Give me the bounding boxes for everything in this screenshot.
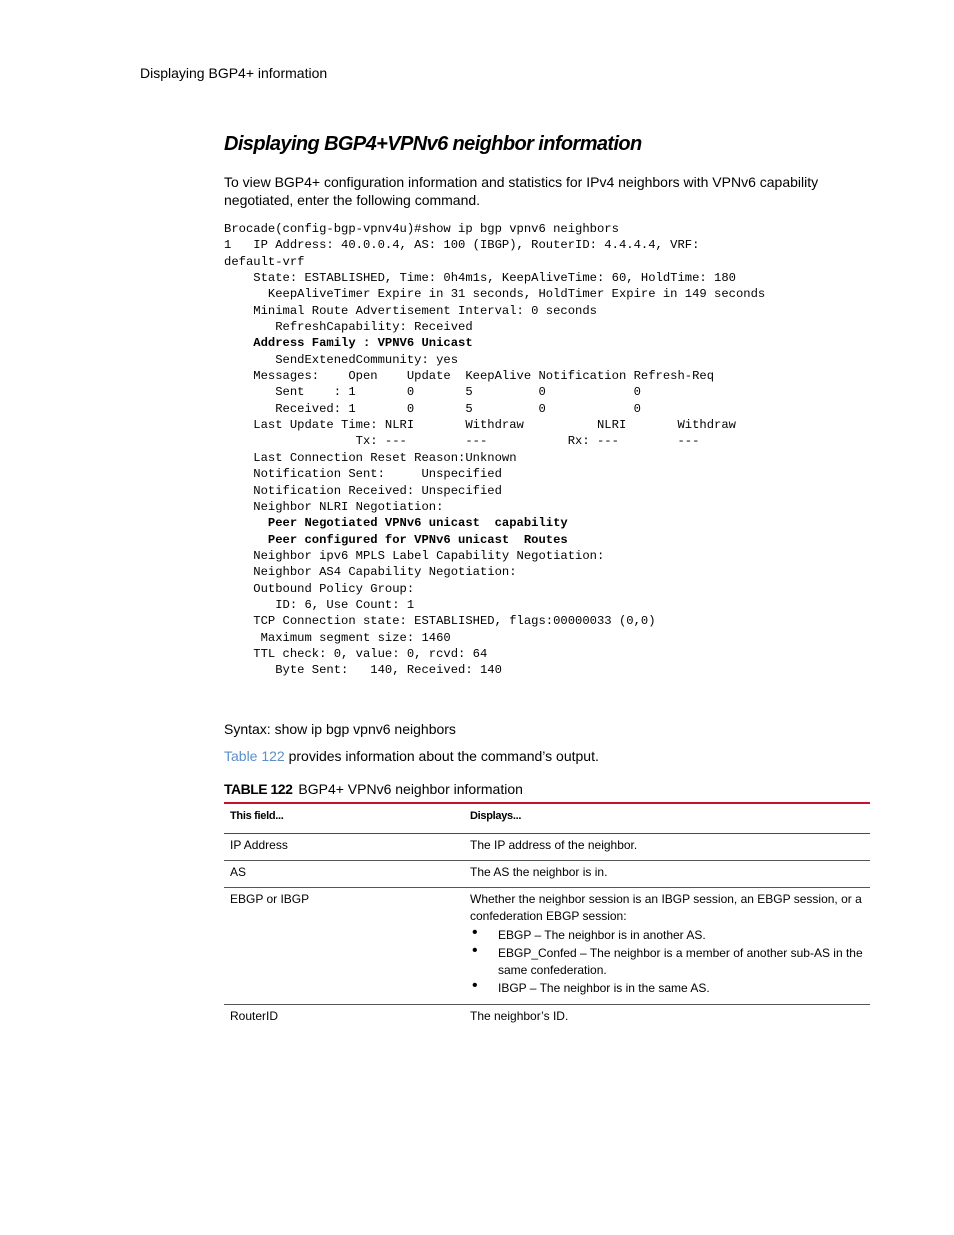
display-description: Whether the neighbor session is an IBGP session, an EBGP session, or a confederation EBGP session:: [470, 891, 862, 923]
bullet-text: EBGP_Confed – The neighbor is a member of another sub-AS in the same confederation.: [498, 945, 863, 977]
table-number: TABLE 122: [224, 781, 293, 797]
bullet-item: [470, 941, 870, 979]
bullet-text: IBGP – The neighbor is in the same AS.: [498, 980, 710, 995]
table-row: [224, 1004, 870, 1031]
code-line: Minimal Route Advertisement Interval: 0 seconds: [224, 303, 597, 318]
field-cell: AS: [224, 860, 464, 887]
code-line: Notification Received: Unspecified: [224, 483, 502, 498]
code-line: Tx: --- --- Rx: --- ---: [224, 434, 700, 449]
bullet-text: EBGP – The neighbor is in another AS.: [498, 927, 706, 942]
code-line: RefreshCapability: Received: [224, 320, 473, 335]
code-line: Neighbor NLRI Negotiation:: [224, 499, 444, 514]
code-line: SendExtenedCommunity: yes: [224, 352, 459, 367]
display-cell: The neighbor’s ID.: [470, 1008, 569, 1023]
code-line: Last Update Time: NLRI Withdraw NLRI Withdraw: [224, 418, 736, 433]
table-header-row: [224, 803, 870, 833]
code-line: Neighbor ipv6 MPLS Label Capability Negotiation:: [224, 548, 605, 563]
intro-paragraph: To view BGP4+ configuration information and statistics for IPv4 neighbors with VPNv6 capability negotiated, enter the following command.: [224, 174, 819, 208]
bullet-item: [470, 976, 870, 997]
code-line: Notification Sent: Unspecified: [224, 467, 502, 482]
running-header: Displaying BGP4+ information: [140, 65, 328, 81]
code-line: Neighbor AS4 Capability Negotiation:: [224, 565, 517, 580]
code-line: State: ESTABLISHED, Time: 0h4m1s, KeepAliveTime: 60, HoldTime: 180: [224, 271, 736, 286]
code-line: Received: 1 0 5 0 0: [224, 401, 641, 416]
code-line: Brocade(config-bgp-vpnv4u)#show ip bgp vpnv6 neighbors: [224, 222, 619, 236]
bullet-list: [470, 923, 870, 997]
code-line: ID: 6, Use Count: 1: [224, 597, 415, 612]
field-cell: EBGP or IBGP: [224, 887, 464, 1004]
code-line-highlight: Peer configured for VPNv6 unicast Routes: [224, 532, 568, 547]
bullet-icon: •: [472, 976, 478, 994]
code-line-highlight: Address Family : VPNV6 Unicast: [224, 336, 473, 351]
column-header-field: This field...: [224, 803, 464, 833]
code-line: Maximum segment size: 1460: [224, 630, 451, 645]
code-line: Messages: Open Update KeepAlive Notification Refresh-Req: [224, 369, 715, 384]
code-line: 1 IP Address: 40.0.0.4, AS: 100 (IBGP), RouterID: 4.4.4.4, VRF:: [224, 238, 700, 253]
bullet-item: [470, 923, 870, 944]
column-header-displays: Displays...: [464, 803, 870, 833]
code-line: default-vrf: [224, 254, 305, 269]
table-reference: [224, 748, 599, 764]
display-cell: The IP address of the neighbor.: [464, 833, 870, 860]
table-row: [224, 887, 870, 1004]
code-line-highlight: Peer Negotiated VPNv6 unicast capability: [224, 516, 568, 531]
code-line: Last Connection Reset Reason:Unknown: [224, 450, 517, 465]
table-caption: [224, 781, 523, 797]
code-line: KeepAliveTimer Expire in 31 seconds, HoldTimer Expire in 149 seconds: [224, 287, 766, 302]
display-cell: The AS the neighbor is in.: [464, 860, 870, 887]
section-title: Displaying BGP4+VPNv6 neighbor information: [224, 133, 642, 155]
code-line: Sent : 1 0 5 0 0: [224, 385, 641, 400]
display-cell: [464, 887, 870, 1004]
code-line: Byte Sent: 140, Received: 140: [224, 663, 502, 678]
field-cell: RouterID: [230, 1008, 279, 1023]
table-link[interactable]: Table 122: [224, 748, 285, 764]
code-line: TCP Connection state: ESTABLISHED, flags:00000033 (0,0): [224, 614, 656, 629]
table-row: [224, 860, 870, 887]
field-cell: IP Address: [224, 833, 464, 860]
field-table: [224, 802, 870, 1031]
command-output-block: [224, 221, 765, 679]
code-line: TTL check: 0, value: 0, rcvd: 64: [224, 646, 488, 661]
table-caption-text: BGP4+ VPNv6 neighbor information: [298, 781, 523, 797]
syntax-line: Syntax: show ip bgp vpnv6 neighbors: [224, 721, 456, 737]
bullet-icon: •: [472, 923, 478, 941]
table-reference-text: provides information about the command’s output.: [284, 748, 599, 764]
table-row: [224, 833, 870, 860]
bullet-icon: •: [472, 941, 478, 959]
code-line: Outbound Policy Group:: [224, 581, 415, 596]
